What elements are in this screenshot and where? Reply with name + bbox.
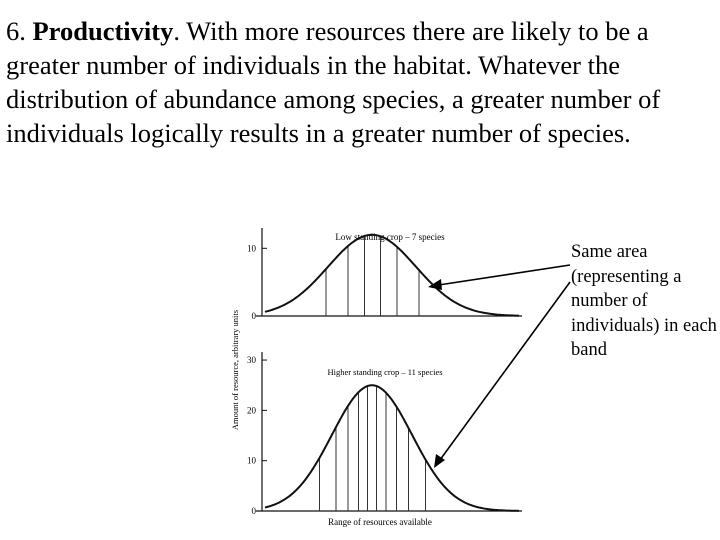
paragraph-body: . With more resources there are likely to be a greater number of individuals in the habitat. Whatever the distribution of abundance among species, a greater number of individuals logically results in a greater number of species. xyxy=(6,16,661,148)
chart-low-standing-crop xyxy=(247,228,522,321)
paragraph-heading: Productivity xyxy=(32,16,174,46)
paragraph-number: 6. xyxy=(6,16,26,46)
top-curve xyxy=(265,235,519,316)
bottom-ytick-label: 0 xyxy=(251,506,256,516)
bottom-ytick-label: 10 xyxy=(247,455,256,466)
arrow-to-bottom-band xyxy=(437,282,570,464)
x-axis-label: Range of resources available xyxy=(328,517,432,527)
bottom-chart-title: Higher standing crop – 11 species xyxy=(327,367,443,377)
top-ytick-label: 10 xyxy=(247,243,256,254)
arrow-to-top-band xyxy=(432,265,570,286)
chart-higher-standing-crop xyxy=(247,352,522,527)
callout-arrows xyxy=(428,265,570,468)
bottom-ytick-label: 30 xyxy=(247,355,256,366)
bottom-ytick-label: 20 xyxy=(247,405,256,416)
callout-text: Same area (representing a number of individuals) in each band xyxy=(571,242,717,361)
top-chart-title: Low standing crop – 7 species xyxy=(335,232,445,242)
top-ytick-label: 0 xyxy=(251,311,256,321)
y-axis-label: Amount of resource, arbitrary units xyxy=(230,309,240,431)
